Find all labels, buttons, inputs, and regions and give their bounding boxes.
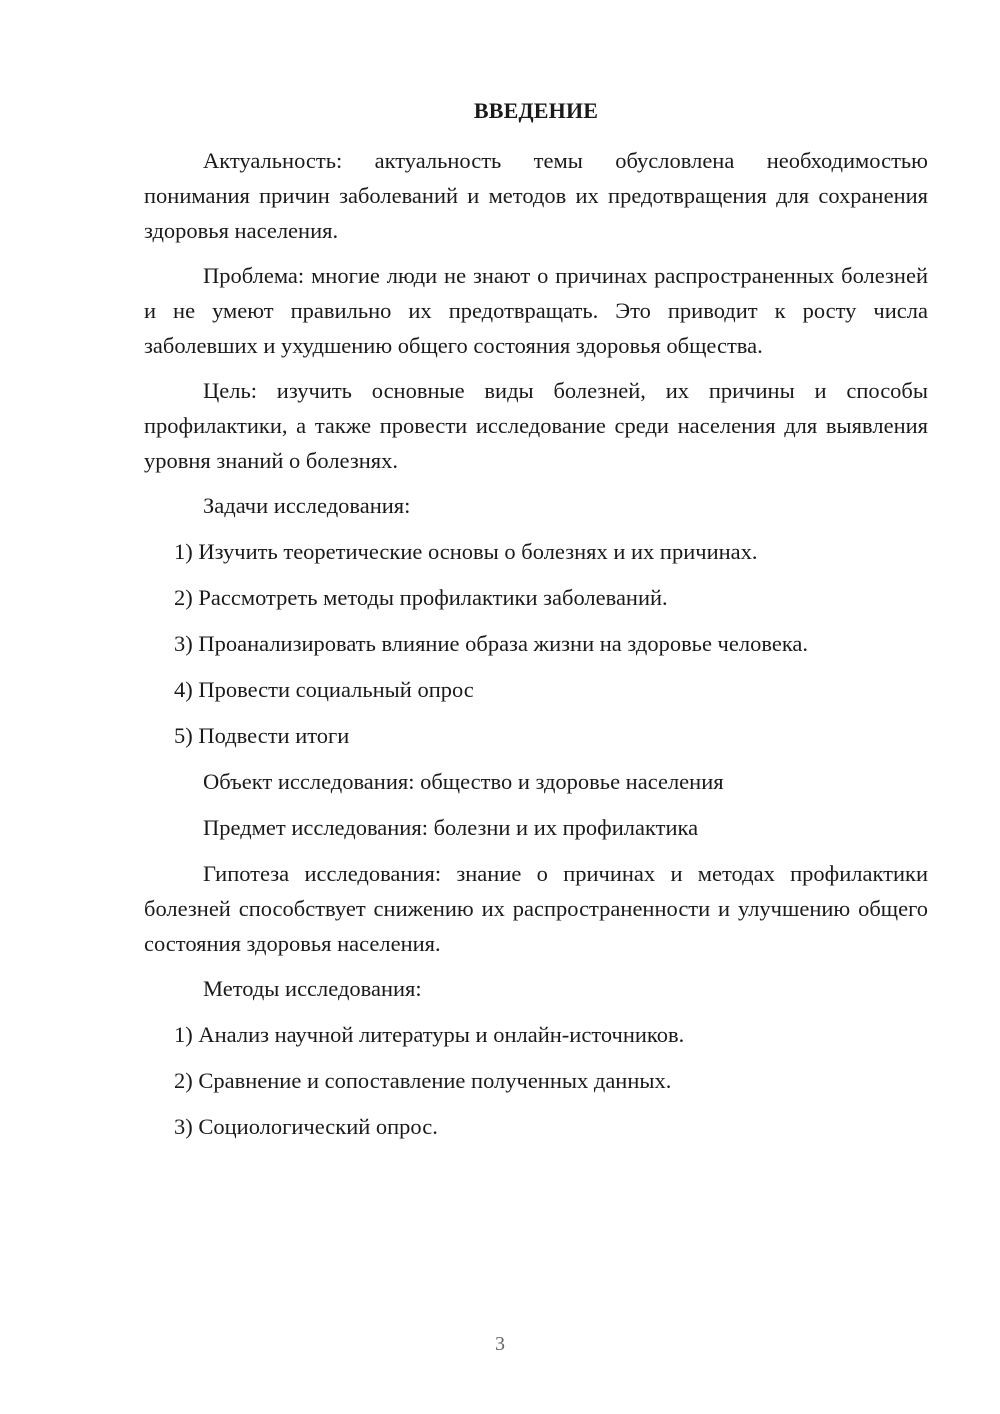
method-item: 2) Сравнение и сопоставление полученных данных. (174, 1068, 672, 1093)
method-item: 1) Анализ научной литературы и онлайн-источников. (174, 1022, 685, 1047)
methods-heading: Методы исследования: (203, 976, 422, 1001)
research-subject: Предмет исследования: болезни и их профилактика (203, 815, 699, 840)
relevance-paragraph: Актуальность: актуальность темы обусловлена необходимостью понимания причин заболеваний и методов их предотвращения для сохранения здоровья населения. (144, 148, 928, 243)
task-item: 1) Изучить теоретические основы о болезнях и их причинах. (174, 539, 758, 564)
task-item: 2) Рассмотреть методы профилактики заболеваний. (174, 585, 668, 610)
method-item: 3) Социологический опрос. (174, 1114, 438, 1139)
goal-paragraph: Цель: изучить основные виды болезней, их причины и способы профилактики, а также провести исследование среди населения для выявления уровня знаний о болезнях. (144, 378, 928, 473)
task-item: 5) Подвести итоги (174, 723, 350, 748)
page-content (144, 94, 928, 1155)
task-item: 4) Провести социальный опрос (174, 677, 474, 702)
tasks-heading: Задачи исследования: (203, 493, 411, 518)
hypothesis-paragraph: Гипотеза исследования: знание о причинах и методах профилактики болезней способствует снижению их распространенности и улучшению общего состояния здоровья населения. (144, 861, 928, 956)
page-number: 3 (495, 1333, 505, 1355)
section-title: ВВЕДЕНИЕ (473, 98, 599, 123)
task-item: 3) Проанализировать влияние образа жизни на здоровье человека. (174, 631, 809, 656)
problem-paragraph: Проблема: многие люди не знают о причинах распространенных болезней и не умеют правильно их предотвращать. Это приводит к росту числа заболевших и ухудшению общего состояния здоровья общества. (144, 263, 928, 358)
research-object: Объект исследования: общество и здоровье населения (203, 769, 724, 794)
